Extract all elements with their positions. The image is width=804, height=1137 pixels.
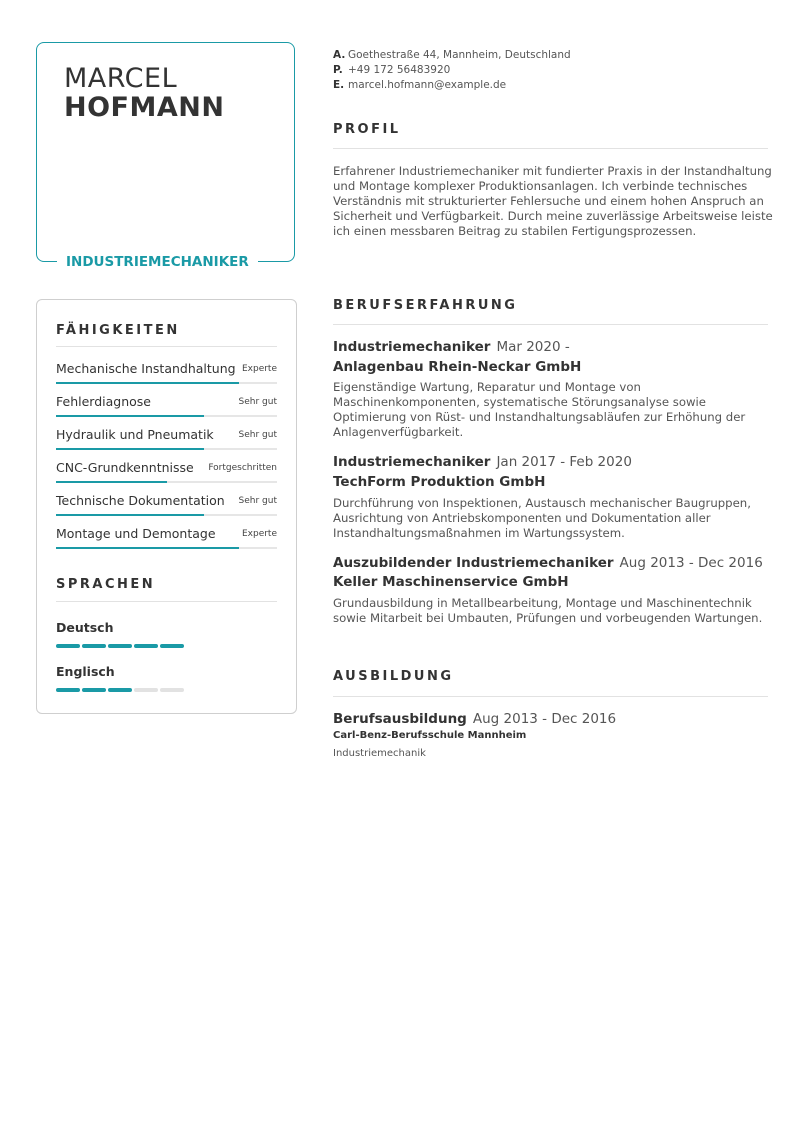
job-dates: Mar 2020 - [496,339,570,355]
education-header [333,711,616,727]
language-level-dot [160,688,184,692]
job-header [333,339,570,355]
language-level-dot [82,688,106,692]
skill-bar-fill [56,448,204,450]
skill-name: Hydraulik und Pneumatik [56,427,214,442]
skill-level: Sehr gut [238,397,277,407]
address-value: Goethestraße 44, Mannheim, Deutschland [348,49,571,61]
language-item [56,620,277,635]
first-name: MARCEL [64,63,178,94]
job-header [333,555,763,571]
language-item [56,664,277,679]
skill-item [56,493,277,526]
language-name: Englisch [56,664,115,679]
skill-bar-fill [56,415,204,417]
contact-key: P. [333,64,343,76]
skill-name: Technische Dokumentation [56,493,225,508]
language-level-dot [160,644,184,648]
skill-bar-track [56,547,277,549]
skill-item [56,394,277,427]
job-description: Grundausbildung in Metallbearbeitung, Montage und Maschinentechnik sowie Mitarbeit bei Umbauten, Prüfungen und vorbeugenden Wartungen. [333,596,763,625]
experience-heading: BERUFSERFAHRUNG [333,298,518,313]
education-heading: AUSBILDUNG [333,669,454,684]
contact-key: E. [333,79,345,91]
education-divider [333,696,768,697]
job-company: Keller Maschinenservice GmbH [333,574,569,590]
language-level-dots [56,688,196,692]
contact-key: A. [333,49,346,61]
email-value: marcel.hofmann@example.de [348,79,507,91]
skill-bar-track [56,382,277,384]
contact-email [333,79,506,91]
skill-level: Sehr gut [238,496,277,506]
skill-level: Fortgeschritten [208,463,277,473]
skill-item [56,361,277,394]
skill-bar-track [56,514,277,516]
language-level-dot [108,644,132,648]
skill-level: Experte [241,364,277,374]
language-level-dot [56,688,80,692]
education-title: Berufsausbildung [333,711,467,727]
job-description: Eigenständige Wartung, Reparatur und Montage von Maschinenkomponenten, systematische Störungsanalyse sowie Optimierung von Rüst- und Instandhaltungsabläufen zur Erhöhung der Anlagenverfügbarkeit. [333,380,746,439]
language-level-dot [134,688,158,692]
contact-phone [333,64,450,76]
education-dates: Aug 2013 - Dec 2016 [472,711,617,727]
job-dates: Jan 2017 - Feb 2020 [496,454,632,470]
skill-item [56,427,277,460]
name-box [36,42,295,270]
experience-divider [333,324,768,325]
skills-heading: FÄHIGKEITEN [56,323,180,338]
job-title: Industriemechaniker [333,454,491,470]
skill-bar-fill [56,547,239,549]
language-level-dot [134,644,158,648]
skill-bar-track [56,415,277,417]
skill-name: CNC-Grundkenntnisse [56,460,194,475]
job-company: Anlagenbau Rhein-Neckar GmbH [333,359,582,375]
language-name: Deutsch [56,620,114,635]
skills-divider [56,346,277,347]
contact-address [333,49,571,61]
job-dates: Aug 2013 - Dec 2016 [619,555,763,571]
skill-bar-track [56,448,277,450]
education-school: Carl-Benz-Berufsschule Mannheim [333,730,527,741]
language-level-dot [82,644,106,648]
sidebar [36,299,297,714]
job-title: Auszubildender Industriemechaniker [333,555,614,571]
skill-item [56,460,277,493]
skill-name: Fehlerdiagnose [56,394,151,409]
profile-text: Erfahrener Industriemechaniker mit fundierter Praxis in der Instandhaltung und Montage komplexer Produktionsanlagen. Ich verbinde technisches Verständnis mit strukturierter Fehlersuche und einem hohen Anspruch an Sicherheit und Verfügbarkeit. Durch meine zuverlässige Arbeitsweise leiste ich einen messbaren Beitrag zu stabilen Fertigungsprozessen. [333,164,773,238]
job-company: TechForm Produktion GmbH [333,474,546,490]
job-title: INDUSTRIEMECHANIKER [57,252,258,272]
skill-bar-track [56,481,277,483]
languages-heading: SPRACHEN [56,577,156,592]
education-field: Industriemechanik [333,748,426,759]
skill-name: Mechanische Instandhaltung [56,361,236,376]
phone-value: +49 172 56483920 [348,64,451,76]
job-header [333,454,632,470]
job-title: Industriemechaniker [333,339,491,355]
skill-level: Experte [241,529,277,539]
skill-level: Sehr gut [238,430,277,440]
language-level-dots [56,644,196,648]
language-level-dot [56,644,80,648]
skill-bar-fill [56,514,204,516]
skill-bar-fill [56,481,167,483]
language-level-dot [108,688,132,692]
last-name: HOFMANN [64,92,225,123]
job-description: Durchführung von Inspektionen, Austausch mechanischer Baugruppen, Ausrichtung von Antriebskomponenten und Dokumentation aller Instandhaltungsmaßnahmen im Wartungssystem. [333,496,751,540]
languages-divider [56,601,277,602]
skill-bar-fill [56,382,239,384]
skill-item [56,526,277,559]
profile-heading: PROFIL [333,122,401,137]
skill-name: Montage und Demontage [56,526,216,541]
profile-divider [333,148,768,149]
